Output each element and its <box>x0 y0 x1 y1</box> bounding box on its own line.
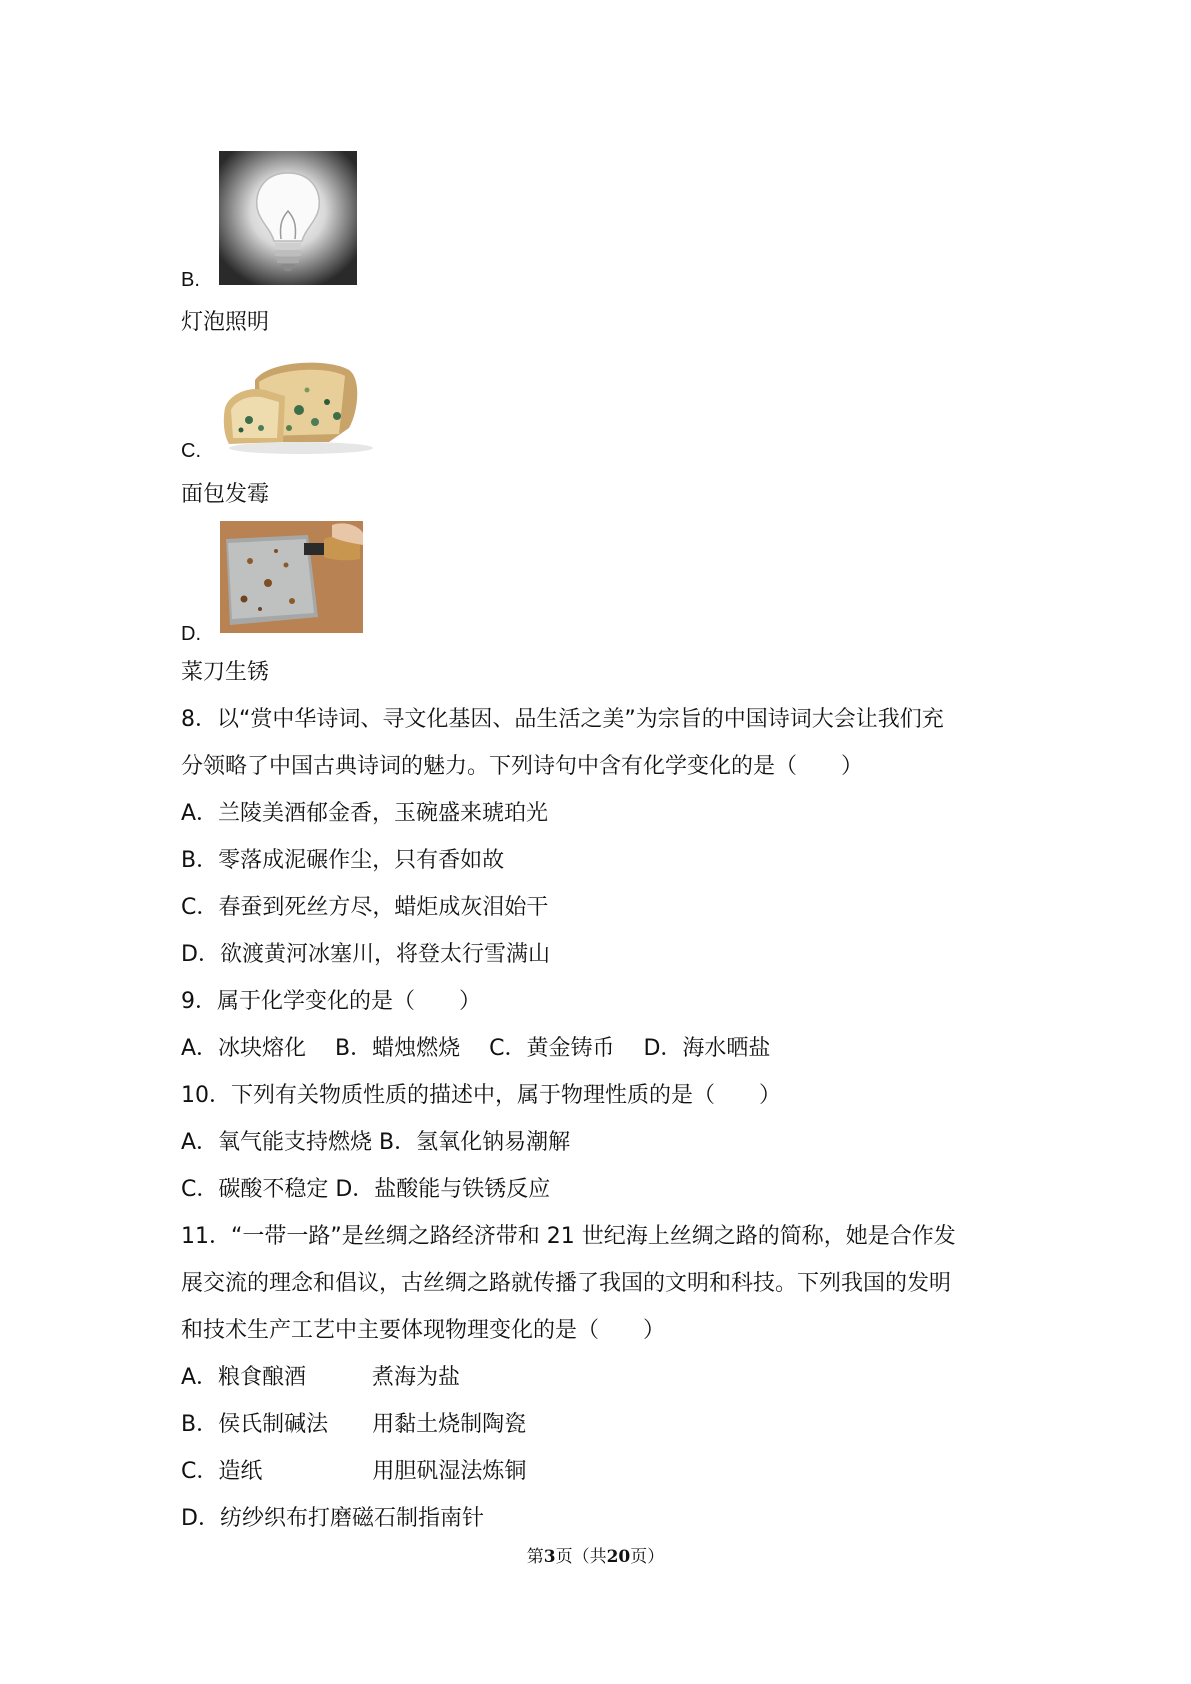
q8-option-c: C．春蚕到死丝方尽，蜡炬成灰泪始干 <box>181 895 549 920</box>
option-d-letter: D. <box>181 623 201 645</box>
q8-option-b: B．零落成泥碾作尘，只有香如故 <box>181 848 505 873</box>
q10-options-ab: A．氧气能支持燃烧 B．氢氧化钠易潮解 <box>181 1130 571 1155</box>
q8-option-d: D．欲渡黄河冰塞川，将登太行雪满山 <box>181 942 550 967</box>
footer-suffix: 页） <box>630 1547 665 1567</box>
q8-stem-line2: 分领略了中国古典诗词的魅力。下列诗句中含有化学变化的是（ ） <box>181 754 864 779</box>
q11-stem-line3: 和技术生产工艺中主要体现物理变化的是（ ） <box>181 1318 666 1343</box>
rusty-knife-image <box>220 521 363 633</box>
q11-option-c: C．造纸 用胆矾湿法炼铜 <box>181 1459 527 1484</box>
option-c-letter: C. <box>181 440 201 462</box>
option-c-caption: 面包发霉 <box>181 482 270 507</box>
q10-options-cd: C．碳酸不稳定 D．盐酸能与铁锈反应 <box>181 1177 551 1202</box>
q11-option-a: A．粮食酿酒 煮海为盐 <box>181 1365 461 1390</box>
option-d-caption: 菜刀生锈 <box>181 660 270 685</box>
option-b-caption: 灯泡照明 <box>181 310 270 335</box>
moldy-bread-image <box>219 350 379 456</box>
q11-option-d: D．纺纱织布打磨磁石制指南针 <box>181 1506 484 1531</box>
q11-stem-line1: 11．“一带一路”是丝绸之路经济带和 21 世纪海上丝绸之路的简称，她是合作发 <box>181 1224 956 1249</box>
q10-stem: 10．下列有关物质性质的描述中，属于物理性质的是（ ） <box>181 1083 781 1108</box>
q8-option-a: A．兰陵美酒郁金香，玉碗盛来琥珀光 <box>181 801 549 826</box>
q9-stem: 9．属于化学变化的是（ ） <box>181 989 481 1014</box>
footer-prefix: 第 <box>526 1547 544 1567</box>
footer-page-number: 3 <box>543 1547 556 1567</box>
option-b-letter: B. <box>181 269 200 291</box>
light-bulb-image <box>219 151 357 285</box>
footer-total-pages: 20 <box>606 1547 631 1567</box>
q11-option-b: B．侯氏制碱法 用黏土烧制陶瓷 <box>181 1412 527 1437</box>
q9-options: A．冰块熔化 B．蜡烛燃烧 C．黄金铸币 D．海水晒盐 <box>181 1036 771 1061</box>
footer-mid: 页（共 <box>555 1547 607 1567</box>
q8-stem-line1: 8．以“赏中华诗词、寻文化基因、品生活之美”为宗旨的中国诗词大会让我们充 <box>181 707 944 732</box>
page-footer <box>0 1542 1191 1567</box>
q11-stem-line2: 展交流的理念和倡议，古丝绸之路就传播了我国的文明和科技。下列我国的发明 <box>181 1271 952 1296</box>
